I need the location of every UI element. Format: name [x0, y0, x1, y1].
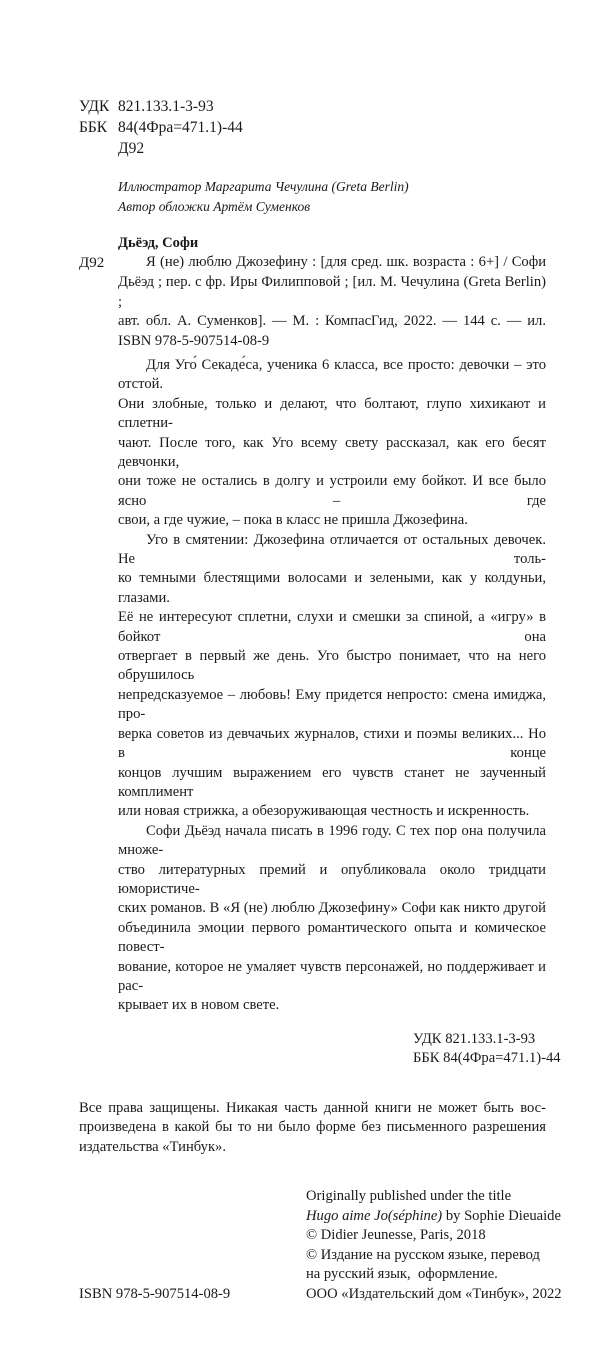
copyright-russian-1: © Издание на русском языке, перевод	[306, 1246, 540, 1263]
text-line: непредсказуемое – любовь! Ему придется непросто: смена имиджа, про-	[118, 686, 546, 723]
text-line: или новая стрижка, а обезоруживающая честность и искренность.	[118, 803, 530, 820]
author-mark-spacer	[79, 138, 118, 159]
annotation-paragraph	[118, 822, 546, 1016]
bbk-label: ББК	[79, 119, 108, 136]
bib-line-1: Я (не) люблю Джозефину : [для сред. шк. возраста : 6+] / Софи	[146, 254, 546, 270]
bbk-value: 84(4Фра=471.1)-44	[118, 119, 243, 136]
original-publication	[306, 1187, 562, 1305]
author-heading: Дьёэд, Софи	[118, 235, 199, 251]
orig-title-line	[306, 1207, 562, 1227]
text-line: чают. После того, как Уго всему свету рассказал, как его бесят девчонки,	[118, 434, 546, 471]
footer-udk: УДК 821.133.1-3-93	[413, 1030, 536, 1047]
original-title: Hugo aime Jo(séphine)	[306, 1207, 443, 1224]
text-line: свои, а где чужие, – пока в класс не пришла Джозефина.	[118, 512, 468, 529]
bibliographic-description	[118, 253, 546, 352]
publisher-copyright: ООО «Издательский дом «Тинбук», 2022	[306, 1285, 562, 1302]
footer-classification	[413, 1030, 561, 1069]
text-line: Уго в смятении: Джозефина отличается от остальных девочек. Не толь-	[118, 531, 546, 568]
text-line: ство литературных премий и опубликовала около тридцати юмористиче-	[118, 861, 546, 897]
udk-label: УДК	[79, 98, 110, 115]
text-line: Для Уго́ Секаде́са, ученика 6 класса, все просто: девочки – это отстой.	[118, 356, 546, 393]
text-line: крывает их в новом свете.	[118, 997, 280, 1014]
text-line: Её не интересуют сплетни, слухи и смешки за спиной, а «игру» в бойкот она	[118, 609, 546, 645]
author-mark-row	[79, 138, 546, 159]
text-line: они тоже не остались в долгу и устроили ему бойкот. И все было ясно – где	[118, 473, 546, 509]
text-line: отвергает в первый же день. Уго быстро понимает, что на него обрушилось	[118, 648, 546, 684]
rights-line: Все права защищены. Никакая часть данной книги не может быть вос-	[79, 1099, 546, 1116]
illustrator-credit: Иллюстратор Маргарита Чечулина (Greta Berlin)	[118, 179, 409, 194]
classification-block	[79, 96, 546, 159]
orig-line-1: Originally published under the title	[306, 1188, 512, 1205]
text-line: ко темными блестящими волосами и зелеными, как у колдуньи, глазами.	[118, 570, 546, 606]
bib-author-mark: Д92	[79, 255, 105, 271]
cover-author-credit: Автор обложки Артём Суменков	[118, 199, 311, 214]
udk-value: 821.133.1-3-93	[118, 98, 214, 115]
copyright-original: © Didier Jeunesse, Paris, 2018	[306, 1227, 486, 1244]
annotation-paragraph	[118, 531, 546, 822]
bib-line-2: Дьёэд ; пер. с фр. Иры Филипповой ; [ил. М. Чечулина (Greta Berlin) ;	[118, 273, 546, 310]
bib-line-3: авт. обл. А. Суменков]. — М. : КомпасГид, 2022. — 144 с. — ил.	[118, 313, 546, 330]
udk-row	[79, 96, 546, 117]
credits	[118, 177, 546, 217]
rights-notice	[79, 1099, 546, 1157]
bbk-row	[79, 117, 546, 138]
original-author: by Sophie Dieuaide	[442, 1207, 561, 1224]
bib-line-4: ISBN 978-5-907514-08-9	[118, 333, 270, 350]
footer-bbk: ББК 84(4Фра=471.1)-44	[413, 1050, 561, 1067]
rights-line: издательства «Тинбук».	[79, 1138, 226, 1155]
text-line: концов лучшим выражением его чувств станет не заученный комплимент	[118, 764, 546, 800]
bibliographic-record	[79, 233, 546, 352]
bottom-block	[79, 1187, 562, 1305]
annotation-paragraph	[118, 356, 546, 531]
text-line: Они злобные, только и делают, что болтают, глупо хихикают и сплетни-	[118, 395, 546, 432]
author-mark: Д92	[118, 140, 145, 157]
text-line: Софи Дьёэд начала писать в 1996 году. С тех пор она получила множе-	[118, 822, 546, 859]
text-line: объединила эмоции первого романтического опыта и комическое повест-	[118, 919, 546, 956]
rights-line: произведена в какой бы то ни было форме без письменного разрешения	[79, 1119, 546, 1136]
isbn-footer: ISBN 978-5-907514-08-9	[79, 1285, 231, 1302]
annotation	[79, 356, 546, 1016]
text-line: ских романов. В «Я (не) люблю Джозефину» Софи как никто другой	[118, 900, 546, 917]
copyright-russian-2: на русский язык, оформление.	[306, 1266, 498, 1283]
text-line: верка советов из девчачьих журналов, стихи и поэмы великих... Но в конце	[118, 725, 546, 762]
text-line: вование, которое не умаляет чувств персонажей, но поддерживает и рас-	[118, 958, 546, 994]
